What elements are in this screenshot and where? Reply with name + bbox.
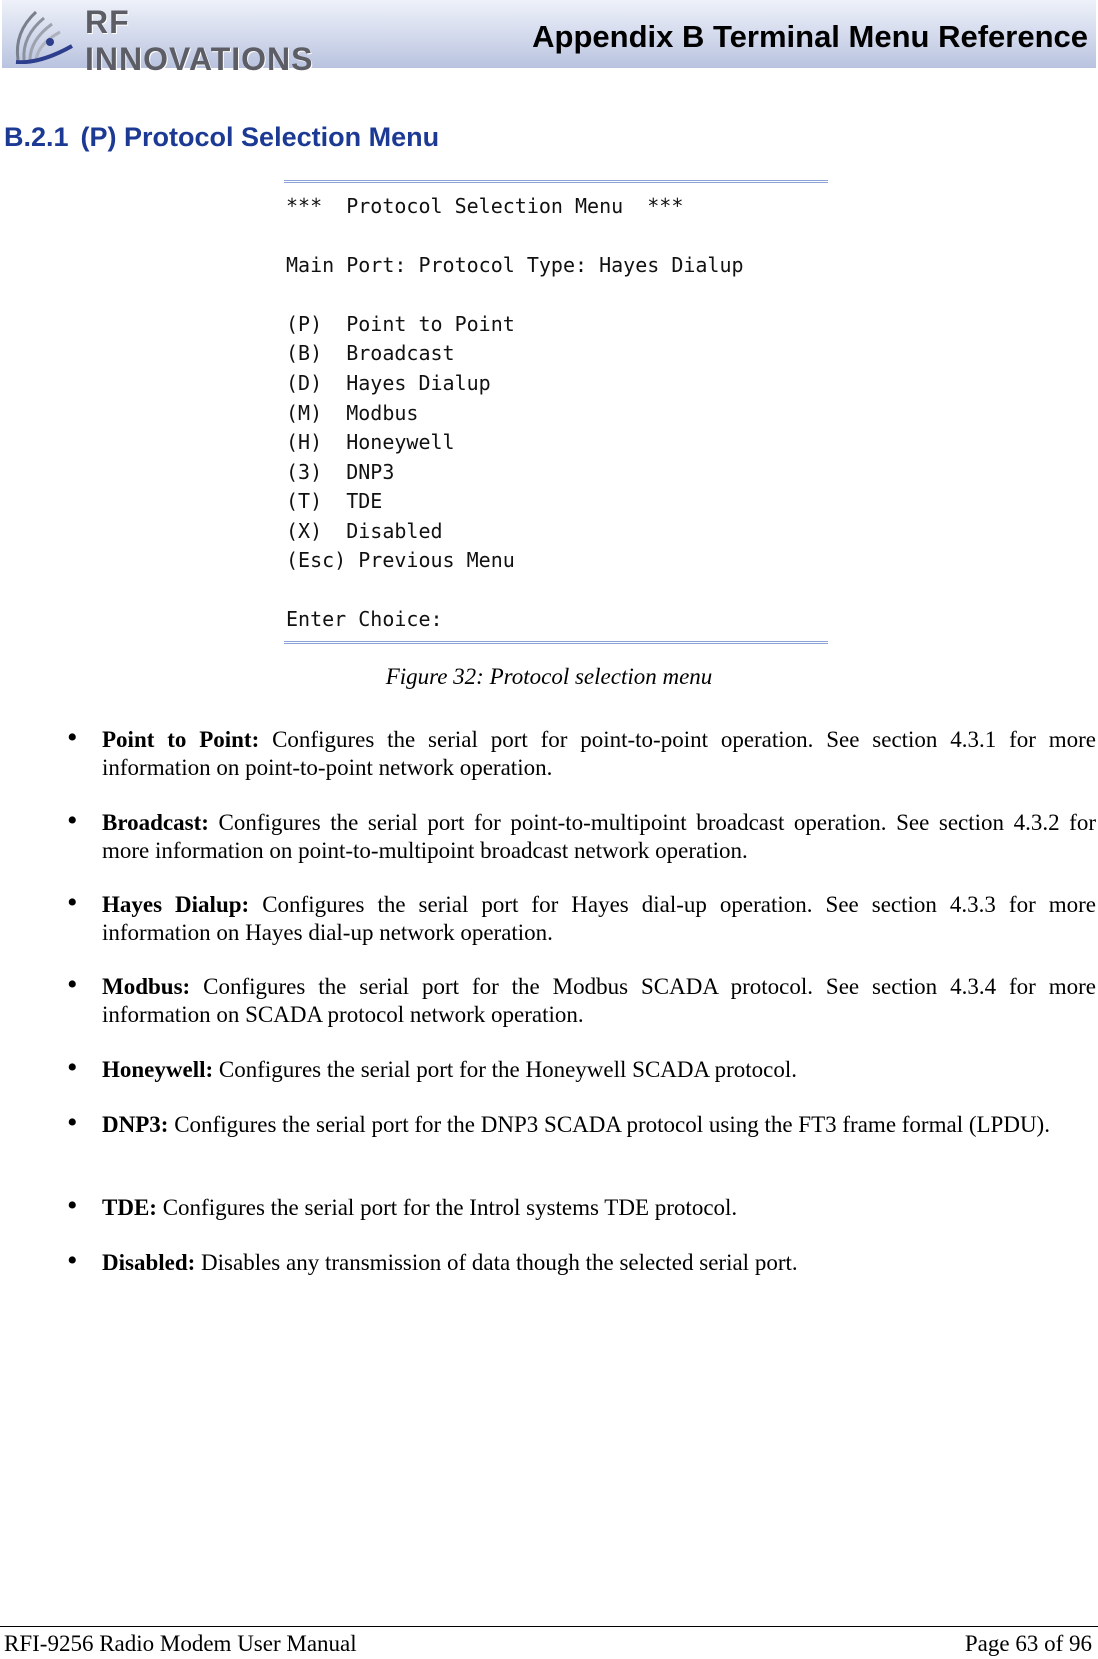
footer-manual-title: RFI-9256 Radio Modem User Manual (4, 1631, 357, 1656)
terminal-menu-option (286, 370, 491, 396)
bullet-text (102, 726, 1096, 782)
terminal-option-key: (Esc) (286, 548, 347, 572)
bullet-dot-icon: • (67, 968, 78, 1001)
bullet-dot-icon: • (67, 804, 78, 837)
terminal-option-key: (X) (286, 519, 323, 543)
bullet-term: Hayes Dialup: (102, 892, 250, 917)
terminal-option-key: (M) (286, 401, 323, 425)
bullet-text (102, 1249, 1096, 1277)
terminal-option-label: Hayes Dialup (346, 371, 491, 395)
bullet-description: Configures the serial port for point-to-multipoint broadcast operation. See section 4.3.2 for more information on point-to-multipoint broadcast network operation. (102, 810, 1097, 863)
terminal-option-key: (B) (286, 341, 323, 365)
terminal-menu-option (286, 400, 418, 426)
bullet-term: Point to Point: (102, 727, 260, 752)
rf-innovations-logo-icon (10, 2, 84, 64)
section-title: (P) Protocol Selection Menu (80, 122, 440, 152)
bullet-term: Honeywell: (102, 1057, 214, 1082)
terminal-menu-option (286, 459, 394, 485)
terminal-option-label: Disabled (346, 519, 443, 543)
terminal-menu-option (286, 311, 515, 337)
footer-divider (0, 1626, 1098, 1627)
bullet-term: TDE: (102, 1195, 157, 1220)
bullet-description: Configures the serial port for point-to-point operation. See section 4.3.1 for more information on point-to-point network operation. (102, 727, 1096, 780)
bullet-term: Disabled: (102, 1250, 196, 1275)
bullet-dot-icon: • (67, 1189, 78, 1222)
bullet-term: Broadcast: (102, 810, 209, 835)
page-header (2, 0, 1096, 77)
bullet-dot-icon: • (67, 1106, 78, 1139)
page-header-title: Appendix B Terminal Menu Reference (532, 19, 1088, 54)
terminal-option-key: (D) (286, 371, 323, 395)
terminal-menu-option (286, 340, 455, 366)
terminal-option-label: Modbus (346, 401, 419, 425)
bullet-description: Configures the serial port for Hayes dial-up operation. See section 4.3.3 for more information on Hayes dial-up network operation. (102, 892, 1096, 945)
terminal-option-label: Previous Menu (358, 548, 515, 572)
bullet-description: Configures the serial port for the Introl systems TDE protocol. (162, 1195, 738, 1220)
terminal-option-label: Honeywell (346, 430, 455, 454)
terminal-option-key: (T) (286, 489, 323, 513)
bullet-dot-icon: • (67, 1244, 78, 1277)
footer-page-number: Page 63 of 96 (964, 1631, 1092, 1656)
terminal-menu-option (286, 518, 443, 544)
logo-wordmark: RF INNOVATIONS (85, 4, 314, 77)
bullet-text (102, 809, 1096, 865)
bullet-term: DNP3: (102, 1112, 169, 1137)
bullet-dot-icon: • (67, 1051, 78, 1084)
terminal-menu-option (286, 429, 455, 455)
bullet-text (102, 1111, 1096, 1139)
terminal-option-key: (3) (286, 460, 323, 484)
terminal-option-key: (H) (286, 430, 323, 454)
bullet-description: Disables any transmission of data though the selected serial port. (201, 1250, 798, 1275)
bullet-text (102, 1194, 1096, 1222)
company-logo (10, 2, 350, 77)
bullet-description: Configures the serial port for the DNP3 SCADA protocol using the FT3 frame formal (LPDU). (174, 1112, 1050, 1137)
figure-caption: Figure 32: Protocol selection menu (385, 664, 713, 689)
terminal-option-key: (P) (286, 312, 323, 336)
terminal-option-label: DNP3 (346, 460, 395, 484)
terminal-menu-option (286, 488, 382, 514)
bullet-dot-icon: • (67, 886, 78, 919)
terminal-screen (284, 180, 828, 644)
terminal-menu-option (286, 547, 515, 573)
section-heading (4, 122, 439, 153)
bullet-text (102, 973, 1096, 1029)
bullet-description: Configures the serial port for the Honeywell SCADA protocol. (218, 1057, 797, 1082)
terminal-option-label: Point to Point (346, 312, 515, 336)
bullet-text (102, 891, 1096, 947)
terminal-option-label: TDE (346, 489, 383, 513)
terminal-option-label: Broadcast (346, 341, 455, 365)
terminal-status-line: Main Port: Protocol Type: Hayes Dialup (286, 253, 744, 277)
terminal-prompt: Enter Choice: (286, 607, 443, 631)
terminal-title-line: *** Protocol Selection Menu *** (286, 194, 684, 218)
bullet-term: Modbus: (102, 974, 191, 999)
bullet-text (102, 1056, 1096, 1084)
section-number: B.2.1 (4, 122, 69, 152)
bullet-dot-icon: • (67, 721, 78, 754)
bullet-description: Configures the serial port for the Modbus SCADA protocol. See section 4.3.4 for more information on SCADA protocol network operation. (102, 974, 1096, 1027)
